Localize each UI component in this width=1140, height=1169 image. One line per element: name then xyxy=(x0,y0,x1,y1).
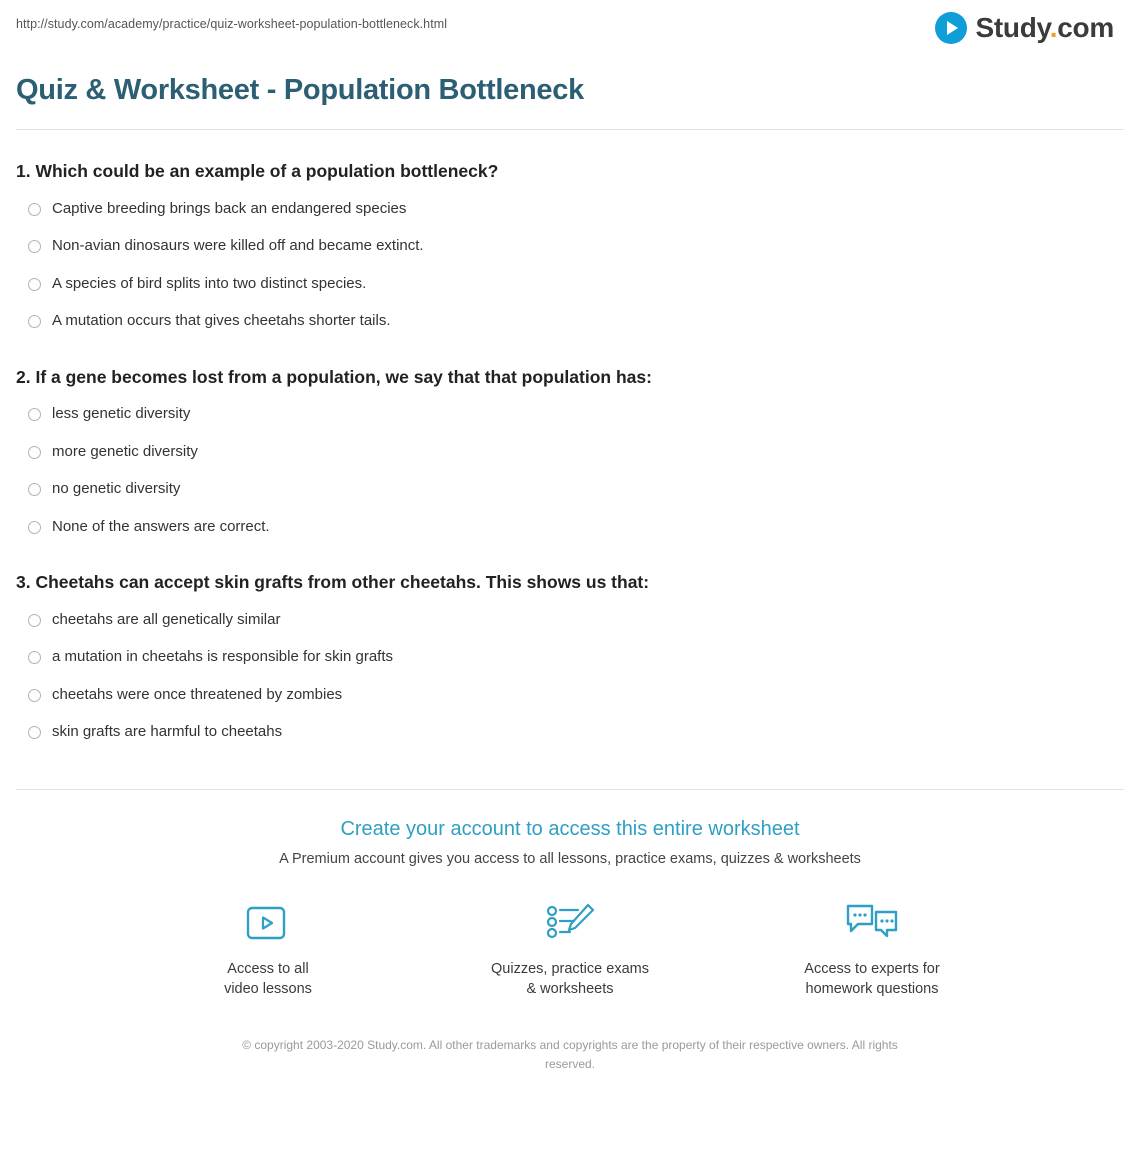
question-text: 1. Which could be an example of a population bottleneck? xyxy=(16,161,499,181)
answer-label: more genetic diversity xyxy=(52,442,198,460)
radio-icon[interactable] xyxy=(28,614,41,627)
page-header xyxy=(16,0,1124,56)
answer-label: a mutation in cheetahs is responsible for skin grafts xyxy=(52,648,394,666)
radio-icon[interactable] xyxy=(28,651,41,664)
answer-label: None of the answers are correct. xyxy=(52,517,270,535)
answer-option[interactable] xyxy=(16,638,1124,676)
logo-name: Study xyxy=(975,12,1050,43)
radio-icon[interactable] xyxy=(28,726,41,739)
radio-icon[interactable] xyxy=(28,689,41,702)
answer-options xyxy=(16,601,1124,751)
play-circle-icon xyxy=(935,12,967,44)
answer-label: cheetahs are all genetically similar xyxy=(52,610,281,628)
logo-dot: . xyxy=(1049,12,1058,43)
answer-option[interactable] xyxy=(16,190,1124,228)
answer-option[interactable] xyxy=(16,433,1124,471)
perk-label xyxy=(787,959,957,1000)
answer-option[interactable] xyxy=(16,676,1124,714)
answer-label: Captive breeding brings back an endangered species xyxy=(52,199,407,217)
questions-list xyxy=(16,130,1124,751)
answer-option[interactable] xyxy=(16,601,1124,639)
perk-label-line1: Quizzes, practice exams xyxy=(491,960,649,977)
question-block xyxy=(16,134,1124,340)
answer-label: A mutation occurs that gives cheetahs shorter tails. xyxy=(52,312,391,330)
radio-icon[interactable] xyxy=(28,203,41,216)
perk-label-line2: & worksheets xyxy=(526,981,614,998)
radio-icon[interactable] xyxy=(28,240,41,253)
answer-option[interactable] xyxy=(16,265,1124,303)
perk-label xyxy=(485,959,655,1000)
answer-option[interactable] xyxy=(16,470,1124,508)
logo-tld: com xyxy=(1057,12,1114,43)
logo-text xyxy=(975,12,1114,44)
answer-label: Non-avian dinosaurs were killed off and became extinct. xyxy=(52,237,424,255)
page-title: Quiz & Worksheet - Population Bottleneck xyxy=(16,74,584,106)
page-url: http://study.com/academy/practice/quiz-worksheet-population-bottleneck.html xyxy=(16,17,448,31)
answer-label: A species of bird splits into two distinct species. xyxy=(52,274,367,292)
answer-label: less genetic diversity xyxy=(52,405,191,423)
answer-label: skin grafts are harmful to cheetahs xyxy=(52,723,283,741)
answer-options xyxy=(16,190,1124,340)
perk-label-line1: Access to experts for xyxy=(804,960,940,977)
radio-icon[interactable] xyxy=(28,315,41,328)
copyright-text: © copyright 2003-2020 Study.com. All other trademarks and copyrights are the property of their respective owners. All rights reserved. xyxy=(242,1038,898,1071)
radio-icon[interactable] xyxy=(28,521,41,534)
perk-item xyxy=(787,897,957,1000)
radio-icon[interactable] xyxy=(28,446,41,459)
question-text: 3. Cheetahs can accept skin grafts from other cheetahs. This shows us that: xyxy=(16,572,650,593)
perk-item xyxy=(183,897,353,1000)
video-play-icon xyxy=(183,897,353,949)
checklist-pencil-icon xyxy=(485,897,655,949)
answer-option[interactable] xyxy=(16,395,1124,433)
perks-list xyxy=(16,867,1124,1000)
answer-label: cheetahs were once threatened by zombies xyxy=(52,685,343,703)
perk-label xyxy=(183,959,353,1000)
create-account-link[interactable]: Create your account to access this entire worksheet xyxy=(340,817,800,840)
perk-label-line2: homework questions xyxy=(805,981,939,998)
question-text: 2. If a gene becomes lost from a population, we say that that population has: xyxy=(16,366,652,387)
answer-option[interactable] xyxy=(16,508,1124,546)
chat-bubbles-icon xyxy=(787,897,957,949)
perk-item xyxy=(485,897,655,1000)
study-com-logo[interactable] xyxy=(935,12,1124,44)
answer-option[interactable] xyxy=(16,302,1124,340)
radio-icon[interactable] xyxy=(28,408,41,421)
radio-icon[interactable] xyxy=(28,483,41,496)
promo-subheading: A Premium account gives you access to all lessons, practice exams, quizzes & worksheets xyxy=(279,850,861,867)
answer-options xyxy=(16,395,1124,545)
question-block xyxy=(16,340,1124,546)
answer-label: no genetic diversity xyxy=(52,480,181,498)
answer-option[interactable] xyxy=(16,713,1124,751)
radio-icon[interactable] xyxy=(28,278,41,291)
perk-label-line2: video lessons xyxy=(224,981,312,998)
perk-label-line1: Access to all xyxy=(227,960,309,977)
promo-section xyxy=(16,790,1124,1097)
question-block xyxy=(16,545,1124,751)
answer-option[interactable] xyxy=(16,227,1124,265)
